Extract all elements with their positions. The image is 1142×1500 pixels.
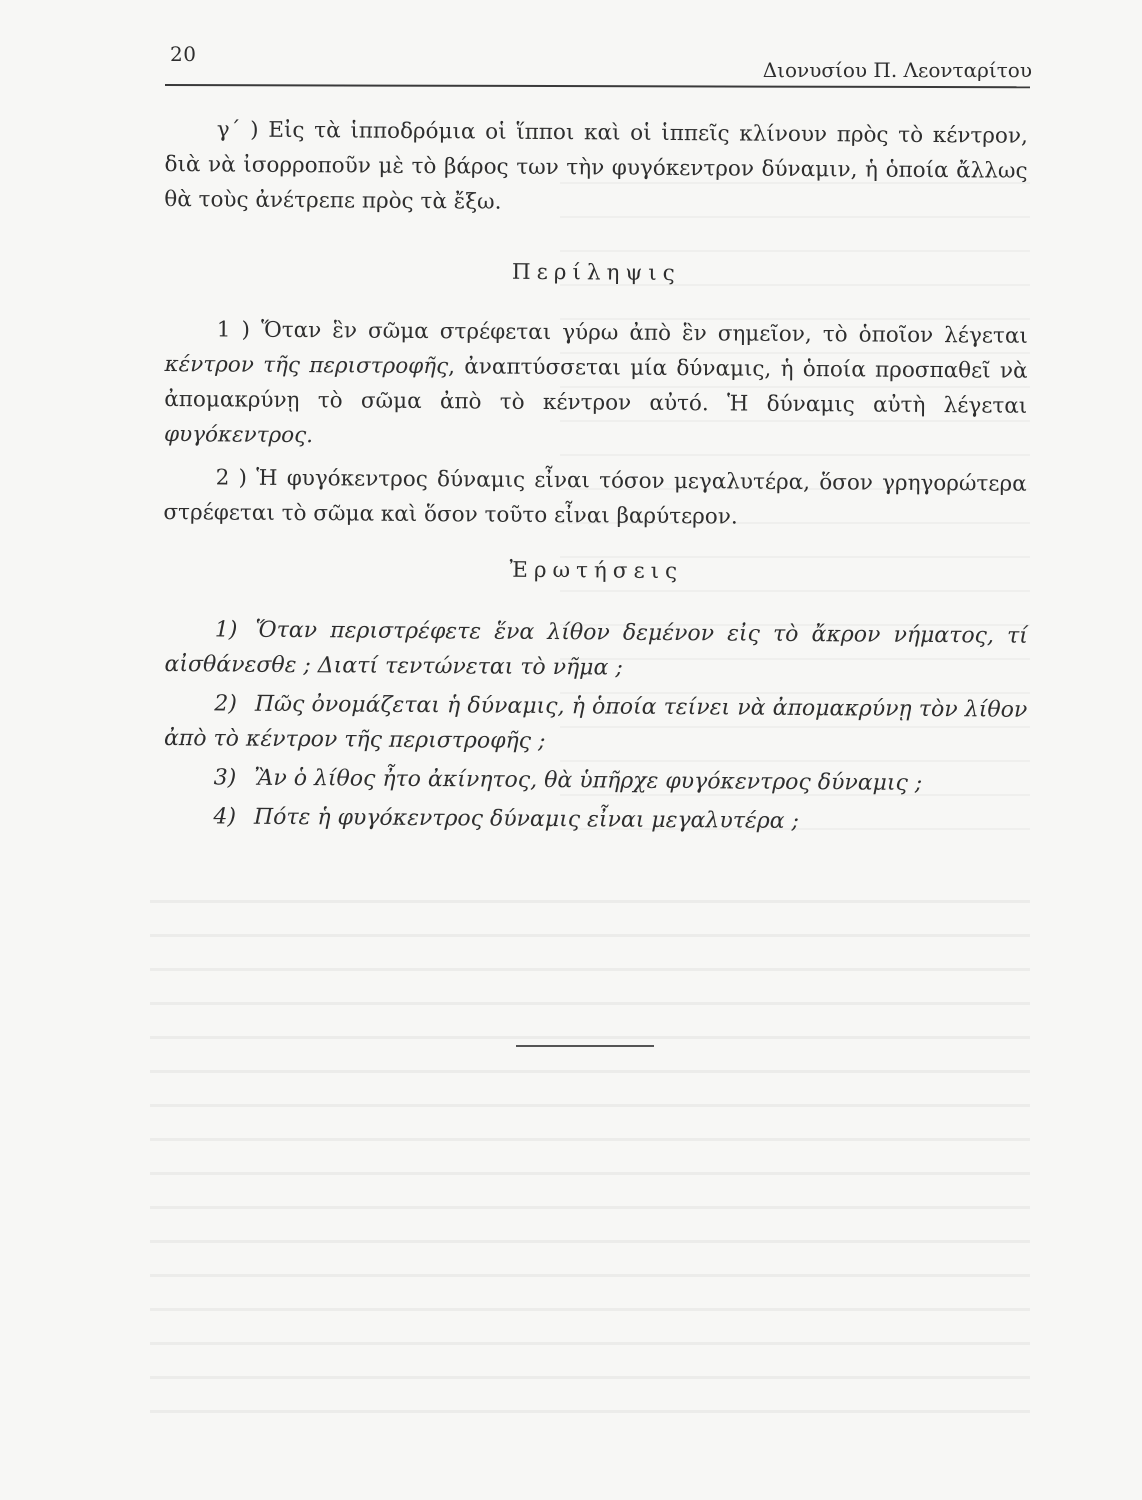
question-text: Ὅταν περιστρέφετε ἕνα λίθον δεμένον εἰς τὸ ἄκρον νήματος, τί αἰσθάνεσθε ; Διατί τεντώνεται τὸ νῆμα ;: [164, 617, 1028, 681]
question-item: [164, 612, 1028, 689]
question-item: [164, 686, 1028, 763]
question-number: 3): [213, 765, 237, 791]
summary-section: [165, 252, 1028, 294]
running-head: Διονυσίου Π. Λεονταρίτου: [762, 58, 1032, 82]
summary-paragraph-2: 2 ) Ἡ φυγόκεντρος δύναμις εἶναι τόσον μεγαλυτέρα, ὅσον γρηγορώτερα στρέφεται τὸ σῶμα καὶ ὅσον τοῦτο εἶναι βαρύτερον.: [163, 465, 1027, 530]
page-number: 20: [170, 42, 197, 66]
questions-list: [163, 612, 1028, 841]
question-item: [163, 799, 1026, 841]
summary-title: Περίληψις: [511, 259, 681, 287]
question-text: Ἂν ὁ λίθος ἦτο ἀκίνητος, θὰ ὑπῆρχε φυγόκεντρος δύναμις ;: [254, 765, 923, 796]
summary-paragraph-1: [164, 312, 1028, 459]
summary-body: [163, 312, 1028, 537]
question-number: 4): [213, 804, 237, 830]
question-text: Πότε ἡ φυγόκεντρος δύναμις εἶναι μεγαλυτέρα ;: [253, 804, 800, 834]
summary-p1-term-centrifugal: φυγόκεντρος.: [163, 421, 314, 449]
questions-title: Ἐρωτήσεις: [509, 557, 684, 585]
intro-block: [164, 112, 1028, 224]
end-rule: [516, 1045, 654, 1047]
questions-section: [165, 550, 1028, 592]
summary-p1-text-a: 1 ) Ὅταν ἓν σῶμα στρέφεται γύρω ἀπὸ ἓν σημεῖον, τὸ ὁποῖον λέγεται: [216, 317, 1028, 349]
bleed-through-bottom: [150, 880, 1030, 1440]
summary-p1-term-center: κέντρον τῆς περιστροφῆς: [164, 351, 449, 380]
question-number: 2): [214, 691, 237, 717]
question-item: [164, 760, 1027, 802]
summary-p1-text-c: , ἀναπτύσσεται μία δύναμις, ἡ ὁποία προσπαθεῖ νὰ ἀπομακρύνῃ τὸ σῶμα ἀπὸ τὸ κέντρον αὐτό. Ἡ δύναμις αὐτὴ λέγεται: [164, 354, 1028, 419]
question-number: 1): [214, 617, 238, 643]
header-rule: [165, 84, 1030, 88]
intro-item: γ΄ ) Εἰς τὰ ἱπποδρόμια οἱ ἵπποι καὶ οἱ ἱππεῖς κλίνουν πρὸς τὸ κέντρον, διὰ νὰ ἰσορροποῦν μὲ τὸ βάρος των τὴν φυγόκεντρον δύναμιν, ἡ ὁποία ἄλλως θὰ τοὺς ἀνέτρεπε πρὸς τὰ ἔξω.: [164, 117, 1028, 215]
question-text: Πῶς ὀνομάζεται ἡ δύναμις, ἡ ὁποία τείνει νὰ ἀπομακρύνῃ τὸν λίθον ἀπὸ τὸ κέντρον τῆς περιστροφῆς ;: [163, 691, 1028, 754]
